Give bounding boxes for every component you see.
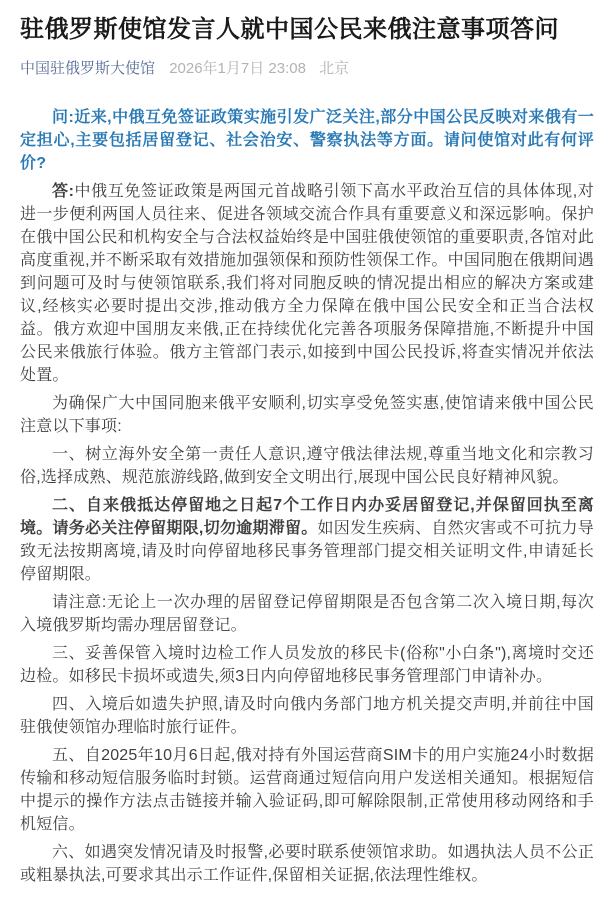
article-title: 驻俄罗斯使馆发言人就中国公民来俄注意事项答问	[20, 16, 559, 43]
text-segment: 中俄互免签证政策是两国元首战略引领下高水平政治互信的具体体现,对进一步便利两国人员往来、促进各领域交流合作具有重要意义和深远影响。保护在俄中国公民和机构安全与合法权益始终是中国驻俄使领馆的重要职责,各馆对此高度重视,并不断采取有效措施加强领保和预防性领保工作。中国同胞在俄期间遇到问题可及时与使领馆联系,我们将对同胞反映的情况提出相应的解决方案或建议,经核实必要时提出交涉,推动俄方全力保障在俄中国公民安全和正当合法权益。俄方欢迎中国朋友来俄,正在持续优化完善各项服务保障措施,不断提升中国公民来俄旅行体验。俄方主管部门表示,如接到中国公民投诉,将查实情况并依法处置。	[20, 183, 594, 385]
publish-location: 北京	[319, 60, 350, 78]
paragraph-item-6	[20, 841, 594, 887]
paragraph-answer	[20, 180, 594, 387]
text-segment: 一、树立海外安全第一责任人意识,遵守俄法律法规,尊重当地文化和宗教习俗,选择成熟、规范旅游线路,做到安全文明出行,展现中国公民良好精神风貌。	[20, 446, 594, 487]
article-meta	[20, 59, 594, 79]
text-segment: 二、自来俄抵达停留地之日起7个工作日内办妥居留登记,并保留回执至离境。请务必关注停留期限,切勿逾期滞留。	[20, 497, 594, 538]
text-segment: 四、入境后如遗失护照,请及时向俄内务部门地方机关提交声明,并前往中国驻俄使领馆办理临时旅行证件。	[20, 696, 594, 737]
text-segment: 六、如遇突发情况请及时报警,必要时联系使领馆求助。如遇执法人员不公正或粗暴执法,可要求其出示工作证件,保留相关证据,依法理性维权。	[20, 844, 594, 885]
text-segment: 如因发生疾病、自然灾害或不可抗力导致无法按期离境,请及时向停留地移民事务管理部门提交相关证明文件,申请延长停留期限。	[20, 520, 595, 584]
text-segment: 请注意:无论上一次办理的居留登记停留期限是否包含第二次入境日期,每次入境俄罗斯均需办理居留登记。	[20, 594, 594, 635]
account-name-link[interactable]: 中国驻俄罗斯大使馆	[20, 60, 156, 78]
text-segment: 问:近来,中俄互免签证政策实施引发广泛关注,部分中国公民反映对来俄有一定担心,主要包括居留登记、社会治安、警察执法等方面。请问使馆对此有何评价?	[20, 109, 594, 173]
paragraph-item-4	[20, 693, 594, 739]
text-segment: 答:	[52, 183, 75, 201]
paragraph-item-5	[20, 744, 594, 836]
article-body	[20, 106, 594, 887]
text-segment: 三、妥善保管入境时边检工作人员发放的移民卡(俗称"小白条"),离境时交还边检。如移民卡损坏或遗失,须3日内向停留地移民事务管理部门申请补办。	[20, 645, 594, 686]
publish-datetime: 2026年1月7日 23:08	[169, 60, 306, 78]
text-segment: 为确保广大中国同胞来俄平安顺利,切实享受免签实惠,使馆请来俄中国公民注意以下事项:	[20, 395, 594, 436]
paragraph-item-1	[20, 443, 594, 489]
text-segment: 五、自2025年10月6日起,俄对持有外国运营商SIM卡的用户实施24小时数据传输和移动短信服务临时封锁。运营商通过短信向用户发送相关通知。根据短信中提示的操作方法点击链接并输入验证码,即可解除限制,正常使用移动网络和手机短信。	[20, 747, 594, 834]
paragraph-note	[20, 591, 594, 637]
paragraph-question	[20, 106, 594, 175]
paragraph-intro-notice	[20, 392, 594, 438]
paragraph-item-3	[20, 642, 594, 688]
paragraph-item-2	[20, 494, 594, 586]
